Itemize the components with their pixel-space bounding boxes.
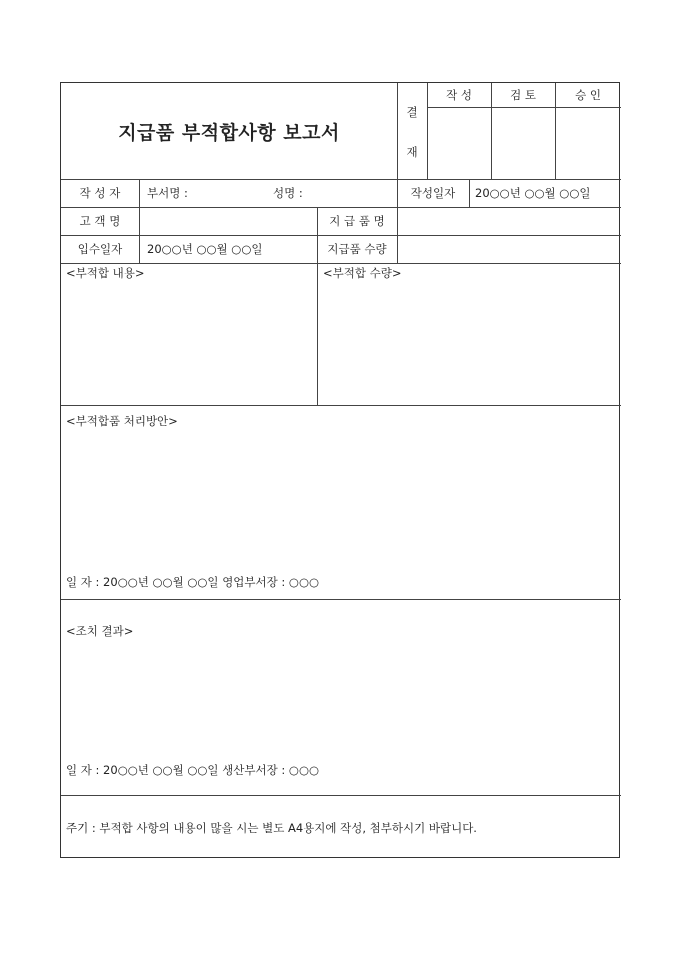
customer-label: 고 객 명 — [79, 214, 121, 228]
divider — [61, 179, 621, 180]
report-form — [60, 82, 620, 858]
receipt-date-value[interactable]: 20○○년 ○○월 ○○일 — [147, 242, 263, 256]
supply-name-label: 지 급 품 명 — [329, 214, 385, 228]
disposal-footer: 일 자 : 20○○년 ○○월 ○○일 영업부서장 : ○○○ — [66, 575, 320, 589]
approval-col-writer: 작 성 — [446, 88, 472, 102]
author-label: 작 성 자 — [79, 186, 121, 200]
divider — [61, 263, 621, 264]
approval-sign-writer[interactable] — [428, 108, 490, 178]
write-date-value[interactable]: 20○○년 ○○월 ○○일 — [475, 186, 591, 200]
nonconform-content-label: <부적합 내용> — [66, 266, 145, 280]
supply-qty-field[interactable] — [398, 236, 620, 262]
divider — [469, 179, 470, 207]
nonconform-qty-label: <부적합 수량> — [323, 266, 402, 280]
disposal-area[interactable] — [62, 431, 620, 567]
divider — [61, 405, 621, 406]
nonconform-qty-area[interactable] — [318, 281, 620, 403]
approval-label-bottom: 재 — [406, 145, 418, 159]
name-label: 성명 : — [273, 186, 303, 200]
action-footer: 일 자 : 20○○년 ○○월 ○○일 생산부서장 : ○○○ — [66, 763, 320, 777]
supply-name-field[interactable] — [398, 208, 620, 234]
write-date-label: 작성일자 — [410, 186, 456, 200]
action-area[interactable] — [62, 641, 620, 761]
dept-label: 부서명 : — [147, 186, 188, 200]
form-title: 지급품 부적합사항 보고서 — [118, 121, 340, 144]
divider — [397, 83, 398, 179]
approval-sign-approver[interactable] — [556, 108, 620, 178]
supply-qty-label: 지급품 수량 — [327, 242, 387, 256]
customer-field[interactable] — [140, 208, 316, 234]
approval-sign-reviewer[interactable] — [492, 108, 554, 178]
note-text: 주기 : 부적합 사항의 내용이 많을 시는 별도 A4용지에 작성, 첨부하시기 바랍니다. — [66, 821, 477, 835]
receipt-date-label: 입수일자 — [77, 242, 123, 256]
disposal-label: <부적합품 처리방안> — [66, 414, 178, 428]
divider — [61, 795, 621, 796]
approval-col-approver: 승 인 — [575, 88, 601, 102]
approval-col-reviewer: 검 토 — [510, 88, 536, 102]
divider — [61, 599, 621, 600]
nonconform-content-area[interactable] — [62, 281, 316, 403]
action-label: <조치 결과> — [66, 624, 134, 638]
approval-label-top: 결 — [406, 105, 418, 119]
